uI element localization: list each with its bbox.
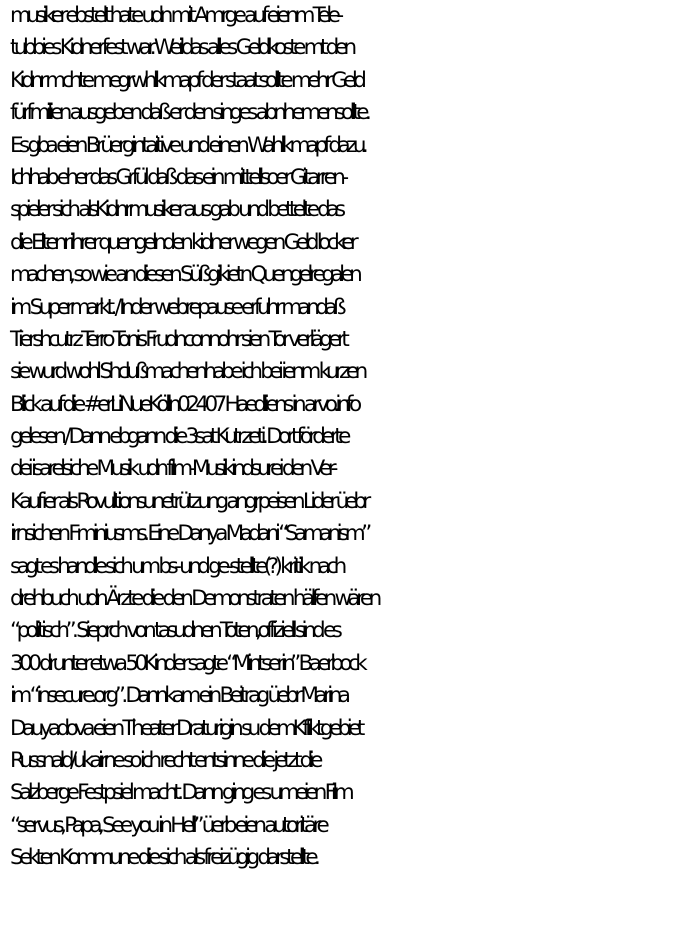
text-line: Dauyadova eien Theater Draturigin su demKfliktgebiet bbox=[10, 715, 361, 741]
text-line: im “insecure.org”. Dannkam ein Beitrag üebr Marina bbox=[10, 683, 347, 709]
text-line: fürfmilien ausgeben daß er den singes abnhemensollte. bbox=[10, 100, 368, 126]
text-line: sie wurd wohl Shclußmachenhabe ich bei ienm kurzen bbox=[10, 359, 364, 385]
text-line: Ichhab eher das Grfül daß das ein mittellsoer Gitarren- bbox=[10, 164, 345, 190]
document-text bbox=[10, 0, 680, 875]
text-line: Tiershcutrz Terro Tonis Frudnconnohr sien Tor verlägert bbox=[10, 326, 346, 352]
text-line: musiker ebstelt hate udn mit Amrge auf eienm Tele- bbox=[10, 3, 340, 28]
text-line: Russnald/ukairne so ich recht entsinne die jetzt die bbox=[10, 747, 319, 773]
text-line: irnsichen Fminiusms. Eine Danya Madani “Samanism” bbox=[10, 521, 368, 547]
text-line: tubbies Kidnerfest war. Weildas alles Geldkoste mt den bbox=[10, 35, 353, 61]
text-line: 300 drunter etwa 50Kinder sagte “Mintserin” Baerbock bbox=[10, 650, 364, 676]
text-line: “servus, Papa, See you in Hell” üerb eien autoritäre bbox=[10, 812, 326, 838]
text-line: “politisch”. Sieprch von tasudnen Toten,offiziell sind es bbox=[10, 618, 339, 644]
text-line: machen, so wie an diesen Süßgikietn Quengelregalen bbox=[10, 262, 359, 288]
text-line: Blick auf die #erLiNueKölln02407 Haedliens in arvo.info bbox=[10, 391, 358, 417]
text-line: drehbuch udn Ärzte die den Demonstraten hälfen wären bbox=[10, 586, 378, 612]
text-line: dei isarelsiche Musik udn film-Musikindsurei den Ver- bbox=[10, 456, 334, 482]
text-line: Kauf ier als Rovultionsunetrützung angrpeisen Lider üebr bbox=[10, 488, 367, 514]
text-line: im Supermarkt. / Inder webrepause erfuhr mandaß bbox=[10, 294, 343, 320]
text-line: gelesen / Dann ebgann die 3sat Kutrzeti. Dort förderte bbox=[10, 424, 347, 450]
text-line: spieler sich alsKidnrmusiker aus gab und bettelte das bbox=[10, 197, 342, 223]
text-line: die Eltenr ihrer quengelnden kidner wegen Geld locker bbox=[10, 229, 355, 255]
text-line: sagt es handle sich um bs- und ge-stellte(?) kritik nach bbox=[10, 553, 343, 579]
text-line: Sekten Kommune die sich als freizügig darstellte. bbox=[10, 845, 317, 871]
text-line: Es gba eien Brüergintaitive und einen Wahlkmapf dazu. bbox=[10, 132, 365, 158]
text-line: Salzberge Festpsiel macht. Dann ging es umeien Film bbox=[10, 780, 351, 806]
text-line: Kidnr mchte megrwhlkmapf der staat sollte mehr Geld bbox=[10, 67, 363, 93]
